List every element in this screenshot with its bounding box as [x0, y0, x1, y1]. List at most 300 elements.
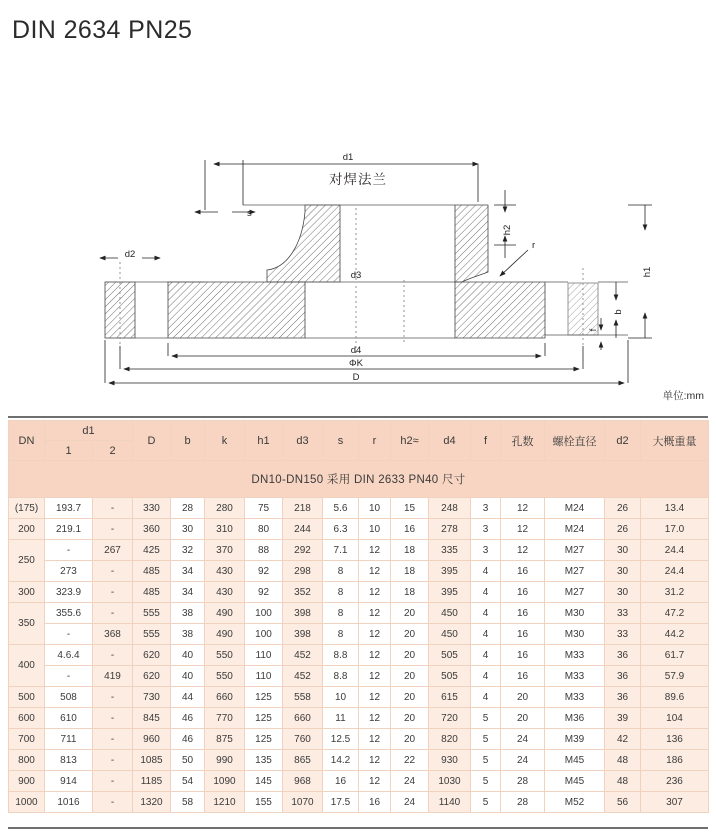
cell-s: 12.5 — [323, 729, 359, 750]
cell-s: 16 — [323, 771, 359, 792]
col-header-d3: d3 — [283, 421, 323, 461]
col-header-bolt-diameter: 螺栓直径 — [545, 421, 605, 461]
cell-h2: 24 — [391, 771, 429, 792]
cell-bolt-diameter: M27 — [545, 540, 605, 561]
cell-holes: 28 — [501, 792, 545, 813]
cell-k: 370 — [205, 540, 245, 561]
cell-s: 8.8 — [323, 645, 359, 666]
diagram-label-d3: d3 — [350, 270, 362, 281]
cell-b: 30 — [171, 519, 205, 540]
cell-weight: 44.2 — [641, 624, 709, 645]
cell-s: 8 — [323, 624, 359, 645]
cell-k: 1090 — [205, 771, 245, 792]
cell-dn: 300 — [9, 582, 45, 603]
cell-bolt-diameter: M27 — [545, 582, 605, 603]
cell-d1-2: - — [93, 771, 133, 792]
cell-r: 12 — [359, 540, 391, 561]
cell-weight: 57.9 — [641, 666, 709, 687]
cell-D: 1185 — [133, 771, 171, 792]
cell-d2: 48 — [605, 750, 641, 771]
cell-h1: 125 — [245, 729, 283, 750]
cell-d4: 1030 — [429, 771, 471, 792]
specification-table-container — [8, 420, 708, 813]
cell-holes: 28 — [501, 771, 545, 792]
cell-r: 16 — [359, 792, 391, 813]
cell-f: 4 — [471, 561, 501, 582]
cell-h1: 110 — [245, 645, 283, 666]
cell-h1: 155 — [245, 792, 283, 813]
cell-dn: 250 — [9, 540, 45, 582]
cell-d4: 930 — [429, 750, 471, 771]
cell-D: 730 — [133, 687, 171, 708]
cell-r: 12 — [359, 729, 391, 750]
cell-d1-1: 355.6 — [45, 603, 93, 624]
cell-d4: 248 — [429, 498, 471, 519]
cell-d1-1: 323.9 — [45, 582, 93, 603]
cell-d4: 450 — [429, 603, 471, 624]
cell-bolt-diameter: M30 — [545, 624, 605, 645]
table-row — [9, 708, 709, 729]
cell-b: 38 — [171, 603, 205, 624]
cell-h1: 88 — [245, 540, 283, 561]
cell-h1: 80 — [245, 519, 283, 540]
table-row — [9, 666, 709, 687]
cell-weight: 24.4 — [641, 540, 709, 561]
cell-r: 12 — [359, 582, 391, 603]
cell-d1-2: - — [93, 498, 133, 519]
table-row — [9, 582, 709, 603]
cell-d1-2: - — [93, 729, 133, 750]
cell-dn: 600 — [9, 708, 45, 729]
cell-h2: 22 — [391, 750, 429, 771]
cell-d2: 33 — [605, 624, 641, 645]
cell-dn: 200 — [9, 519, 45, 540]
cell-s: 6.3 — [323, 519, 359, 540]
diagram-label-d2: d2 — [124, 249, 136, 260]
cell-d1-1: 193.7 — [45, 498, 93, 519]
table-row — [9, 540, 709, 561]
col-header-d4: d4 — [429, 421, 471, 461]
cell-b: 28 — [171, 498, 205, 519]
cell-d2: 30 — [605, 561, 641, 582]
cell-d3: 558 — [283, 687, 323, 708]
specification-table — [8, 420, 709, 813]
cell-d3: 292 — [283, 540, 323, 561]
cell-h2: 15 — [391, 498, 429, 519]
cell-D: 485 — [133, 561, 171, 582]
cell-b: 32 — [171, 540, 205, 561]
cell-b: 54 — [171, 771, 205, 792]
cell-dn: 500 — [9, 687, 45, 708]
cell-d1-2: 368 — [93, 624, 133, 645]
cell-h1: 75 — [245, 498, 283, 519]
cell-bolt-diameter: M24 — [545, 519, 605, 540]
cell-f: 4 — [471, 687, 501, 708]
cell-h1: 125 — [245, 687, 283, 708]
diagram-label-f: f — [588, 328, 599, 332]
cell-b: 46 — [171, 729, 205, 750]
table-row — [9, 498, 709, 519]
cell-weight: 17.0 — [641, 519, 709, 540]
col-header-s: s — [323, 421, 359, 461]
cell-holes: 24 — [501, 729, 545, 750]
cell-h1: 92 — [245, 561, 283, 582]
col-header-f: f — [471, 421, 501, 461]
col-header-d1-1: 1 — [45, 441, 93, 461]
cell-s: 11 — [323, 708, 359, 729]
cell-r: 12 — [359, 624, 391, 645]
cell-d1-2: - — [93, 519, 133, 540]
cell-r: 12 — [359, 666, 391, 687]
diagram-label-h1: h1 — [642, 266, 653, 278]
table-header-row-1 — [9, 421, 709, 441]
cell-b: 58 — [171, 792, 205, 813]
cell-d4: 278 — [429, 519, 471, 540]
table-note-text: DN10-DN150 采用 DIN 2633 PN40 尺寸 — [9, 461, 709, 498]
cell-weight: 136 — [641, 729, 709, 750]
cell-d3: 352 — [283, 582, 323, 603]
cell-D: 1320 — [133, 792, 171, 813]
cell-dn: 400 — [9, 645, 45, 687]
cell-k: 990 — [205, 750, 245, 771]
cell-d2: 30 — [605, 540, 641, 561]
cell-r: 12 — [359, 603, 391, 624]
cell-d3: 1070 — [283, 792, 323, 813]
cell-holes: 16 — [501, 582, 545, 603]
cell-d2: 36 — [605, 645, 641, 666]
col-header-holes: 孔数 — [501, 421, 545, 461]
cell-b: 44 — [171, 687, 205, 708]
diagram-label-phik: ΦK — [349, 358, 363, 369]
cell-r: 12 — [359, 708, 391, 729]
diagram-label-r: r — [532, 240, 536, 251]
table-body — [9, 498, 709, 813]
cell-h2: 20 — [391, 708, 429, 729]
cell-d4: 820 — [429, 729, 471, 750]
cell-d2: 26 — [605, 498, 641, 519]
cell-h1: 145 — [245, 771, 283, 792]
cell-k: 660 — [205, 687, 245, 708]
diagram-label-d4: d4 — [350, 345, 362, 356]
cell-k: 1210 — [205, 792, 245, 813]
cell-k: 310 — [205, 519, 245, 540]
cell-d2: 36 — [605, 666, 641, 687]
table-row — [9, 603, 709, 624]
cell-h2: 20 — [391, 729, 429, 750]
cell-s: 10 — [323, 687, 359, 708]
cell-k: 430 — [205, 582, 245, 603]
cell-d4: 335 — [429, 540, 471, 561]
cell-h2: 20 — [391, 645, 429, 666]
cell-d1-2: 267 — [93, 540, 133, 561]
table-row — [9, 750, 709, 771]
cell-s: 8 — [323, 561, 359, 582]
diagram-caption: 对焊法兰 — [329, 172, 387, 187]
cell-s: 14.2 — [323, 750, 359, 771]
cell-d1-2: - — [93, 645, 133, 666]
cell-b: 38 — [171, 624, 205, 645]
cell-b: 34 — [171, 561, 205, 582]
cell-D: 620 — [133, 645, 171, 666]
table-row — [9, 771, 709, 792]
cell-s: 7.1 — [323, 540, 359, 561]
cell-bolt-diameter: M39 — [545, 729, 605, 750]
cell-holes: 20 — [501, 708, 545, 729]
cell-dn: (175) — [9, 498, 45, 519]
cell-D: 960 — [133, 729, 171, 750]
cell-f: 5 — [471, 792, 501, 813]
cell-d1-2: - — [93, 750, 133, 771]
cell-r: 10 — [359, 498, 391, 519]
cell-d1-2: - — [93, 582, 133, 603]
cell-d3: 968 — [283, 771, 323, 792]
cell-D: 360 — [133, 519, 171, 540]
cell-h1: 135 — [245, 750, 283, 771]
cell-dn: 800 — [9, 750, 45, 771]
cell-h1: 100 — [245, 603, 283, 624]
cell-d2: 33 — [605, 603, 641, 624]
cell-d3: 244 — [283, 519, 323, 540]
cell-d1-2: - — [93, 792, 133, 813]
cell-D: 555 — [133, 603, 171, 624]
cell-d1-1: 813 — [45, 750, 93, 771]
cell-f: 5 — [471, 771, 501, 792]
cell-D: 620 — [133, 666, 171, 687]
cell-f: 5 — [471, 750, 501, 771]
cell-s: 8 — [323, 582, 359, 603]
cell-holes: 16 — [501, 603, 545, 624]
cell-b: 50 — [171, 750, 205, 771]
cell-d3: 660 — [283, 708, 323, 729]
diagram-label-s: s — [247, 208, 252, 219]
cell-h2: 16 — [391, 519, 429, 540]
cell-D: 485 — [133, 582, 171, 603]
cell-d1-1: 219.1 — [45, 519, 93, 540]
cell-d1-1: - — [45, 540, 93, 561]
cell-bolt-diameter: M45 — [545, 771, 605, 792]
cell-dn: 900 — [9, 771, 45, 792]
col-header-h1: h1 — [245, 421, 283, 461]
table-row — [9, 624, 709, 645]
cell-b: 34 — [171, 582, 205, 603]
cell-h1: 100 — [245, 624, 283, 645]
cell-r: 12 — [359, 645, 391, 666]
cell-r: 12 — [359, 771, 391, 792]
cell-d3: 452 — [283, 666, 323, 687]
cell-k: 550 — [205, 645, 245, 666]
cell-d1-1: 4.6.4 — [45, 645, 93, 666]
cell-h2: 18 — [391, 540, 429, 561]
cell-D: 845 — [133, 708, 171, 729]
table-row — [9, 519, 709, 540]
cell-d1-1: 914 — [45, 771, 93, 792]
cell-weight: 307 — [641, 792, 709, 813]
cell-D: 425 — [133, 540, 171, 561]
cell-weight: 13.4 — [641, 498, 709, 519]
cell-d2: 56 — [605, 792, 641, 813]
table-note-row — [9, 461, 709, 498]
cell-d2: 30 — [605, 582, 641, 603]
flange-cross-section-diagram — [0, 150, 716, 400]
cell-h2: 18 — [391, 561, 429, 582]
table-top-rule — [8, 416, 708, 418]
cell-weight: 104 — [641, 708, 709, 729]
cell-k: 490 — [205, 603, 245, 624]
cell-f: 4 — [471, 624, 501, 645]
cell-h2: 20 — [391, 687, 429, 708]
cell-f: 5 — [471, 729, 501, 750]
cell-d3: 298 — [283, 561, 323, 582]
cell-d1-1: 711 — [45, 729, 93, 750]
cell-d1-1: 610 — [45, 708, 93, 729]
cell-weight: 31.2 — [641, 582, 709, 603]
col-header-dn: DN — [9, 421, 45, 461]
table-bottom-rule — [8, 827, 708, 829]
cell-r: 12 — [359, 687, 391, 708]
cell-h2: 20 — [391, 603, 429, 624]
cell-holes: 24 — [501, 750, 545, 771]
cell-bolt-diameter: M24 — [545, 498, 605, 519]
cell-d2: 36 — [605, 687, 641, 708]
cell-holes: 16 — [501, 561, 545, 582]
cell-k: 280 — [205, 498, 245, 519]
cell-s: 8 — [323, 603, 359, 624]
cell-holes: 12 — [501, 498, 545, 519]
cell-d1-2: - — [93, 561, 133, 582]
cell-d2: 39 — [605, 708, 641, 729]
cell-D: 555 — [133, 624, 171, 645]
diagram-label-D: D — [352, 372, 360, 383]
cell-bolt-diameter: M33 — [545, 666, 605, 687]
cell-d1-1: 273 — [45, 561, 93, 582]
cell-h1: 125 — [245, 708, 283, 729]
cell-k: 490 — [205, 624, 245, 645]
cell-d4: 1140 — [429, 792, 471, 813]
cell-f: 3 — [471, 519, 501, 540]
cell-D: 330 — [133, 498, 171, 519]
cell-b: 46 — [171, 708, 205, 729]
cell-d1-2: - — [93, 687, 133, 708]
cell-k: 430 — [205, 561, 245, 582]
cell-d4: 505 — [429, 666, 471, 687]
cell-d3: 452 — [283, 645, 323, 666]
cell-bolt-diameter: M33 — [545, 687, 605, 708]
cell-d4: 450 — [429, 624, 471, 645]
diagram-label-h2: h2 — [502, 224, 513, 236]
cell-bolt-diameter: M45 — [545, 750, 605, 771]
cell-bolt-diameter: M36 — [545, 708, 605, 729]
cell-d4: 395 — [429, 561, 471, 582]
cell-r: 12 — [359, 750, 391, 771]
cell-holes: 20 — [501, 687, 545, 708]
col-header-k: k — [205, 421, 245, 461]
cell-weight: 61.7 — [641, 645, 709, 666]
cell-h2: 18 — [391, 582, 429, 603]
col-header-weight: 大概重量 — [641, 421, 709, 461]
cell-h1: 92 — [245, 582, 283, 603]
cell-f: 4 — [471, 603, 501, 624]
cell-f: 4 — [471, 645, 501, 666]
cell-dn: 1000 — [9, 792, 45, 813]
col-header-h2: h2≈ — [391, 421, 429, 461]
cell-d3: 398 — [283, 624, 323, 645]
cell-k: 550 — [205, 666, 245, 687]
cell-d1-1: 508 — [45, 687, 93, 708]
unit-note: 单位:mm — [662, 390, 704, 402]
cell-k: 875 — [205, 729, 245, 750]
cell-d4: 615 — [429, 687, 471, 708]
table-row — [9, 645, 709, 666]
cell-d3: 218 — [283, 498, 323, 519]
cell-r: 12 — [359, 561, 391, 582]
cell-d4: 720 — [429, 708, 471, 729]
cell-k: 770 — [205, 708, 245, 729]
cell-dn: 700 — [9, 729, 45, 750]
cell-weight: 24.4 — [641, 561, 709, 582]
page-title: DIN 2634 PN25 — [12, 16, 193, 44]
cell-d1-2: - — [93, 603, 133, 624]
table-row — [9, 729, 709, 750]
cell-d3: 398 — [283, 603, 323, 624]
cell-h2: 20 — [391, 624, 429, 645]
diagram-label-d1: d1 — [342, 152, 354, 163]
col-header-d2: d2 — [605, 421, 641, 461]
cell-holes: 12 — [501, 540, 545, 561]
cell-h1: 110 — [245, 666, 283, 687]
col-header-b: b — [171, 421, 205, 461]
table-row — [9, 792, 709, 813]
cell-f: 5 — [471, 708, 501, 729]
cell-d4: 505 — [429, 645, 471, 666]
cell-s: 5.6 — [323, 498, 359, 519]
cell-d1-1: - — [45, 624, 93, 645]
cell-holes: 16 — [501, 624, 545, 645]
cell-d1-2: - — [93, 708, 133, 729]
cell-bolt-diameter: M52 — [545, 792, 605, 813]
cell-bolt-diameter: M30 — [545, 603, 605, 624]
cell-f: 4 — [471, 666, 501, 687]
col-header-D: D — [133, 421, 171, 461]
cell-r: 10 — [359, 519, 391, 540]
cell-b: 40 — [171, 645, 205, 666]
cell-d2: 48 — [605, 771, 641, 792]
cell-d2: 42 — [605, 729, 641, 750]
cell-d3: 865 — [283, 750, 323, 771]
cell-D: 1085 — [133, 750, 171, 771]
col-header-r: r — [359, 421, 391, 461]
cell-d1-1: 1016 — [45, 792, 93, 813]
cell-holes: 12 — [501, 519, 545, 540]
cell-s: 17.5 — [323, 792, 359, 813]
cell-d4: 395 — [429, 582, 471, 603]
table-row — [9, 687, 709, 708]
col-header-d1-group: d1 — [45, 421, 133, 441]
cell-s: 8.8 — [323, 666, 359, 687]
cell-holes: 16 — [501, 666, 545, 687]
cell-d1-1: - — [45, 666, 93, 687]
cell-d3: 760 — [283, 729, 323, 750]
col-header-d1-2: 2 — [93, 441, 133, 461]
cell-f: 3 — [471, 540, 501, 561]
cell-d2: 26 — [605, 519, 641, 540]
cell-bolt-diameter: M33 — [545, 645, 605, 666]
cell-bolt-diameter: M27 — [545, 561, 605, 582]
table-head — [9, 421, 709, 498]
cell-dn: 350 — [9, 603, 45, 645]
cell-f: 4 — [471, 582, 501, 603]
cell-h2: 24 — [391, 792, 429, 813]
cell-h2: 20 — [391, 666, 429, 687]
